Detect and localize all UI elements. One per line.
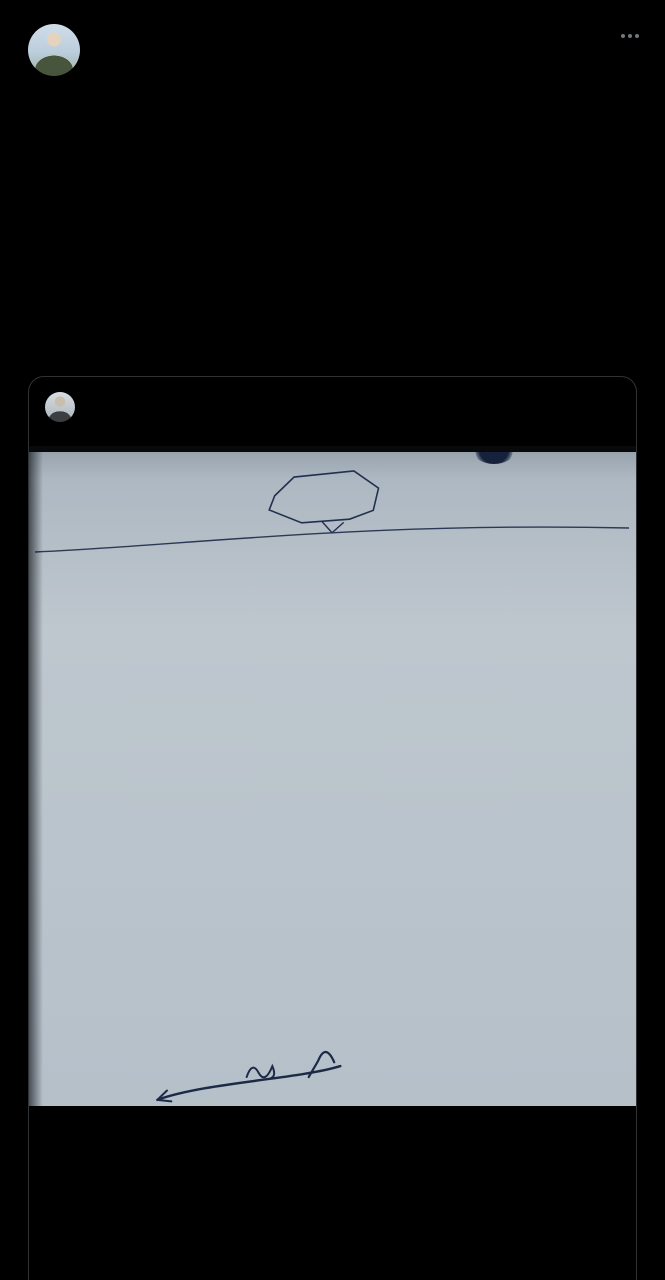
quoted-tweet-card[interactable] — [28, 376, 637, 1280]
tweet-header — [0, 0, 665, 76]
addressee-name — [53, 571, 612, 589]
qr-code — [546, 992, 602, 1048]
addressee-block — [53, 571, 612, 589]
author-block — [95, 24, 619, 31]
quote-header — [29, 377, 636, 428]
more-icon[interactable] — [619, 24, 641, 48]
letter-paragraph-2 — [68, 923, 623, 940]
quote-author-avatar[interactable] — [45, 392, 75, 422]
letterhead-rule — [29, 512, 636, 558]
document-image[interactable] — [29, 446, 636, 1106]
signature — [125, 1021, 378, 1106]
scan-edge — [29, 446, 636, 452]
subject-line — [53, 571, 612, 589]
addressee-title — [53, 571, 612, 589]
letter-paragraph-1 — [61, 695, 616, 712]
author-avatar[interactable] — [28, 24, 80, 76]
quote-text — [29, 428, 636, 446]
